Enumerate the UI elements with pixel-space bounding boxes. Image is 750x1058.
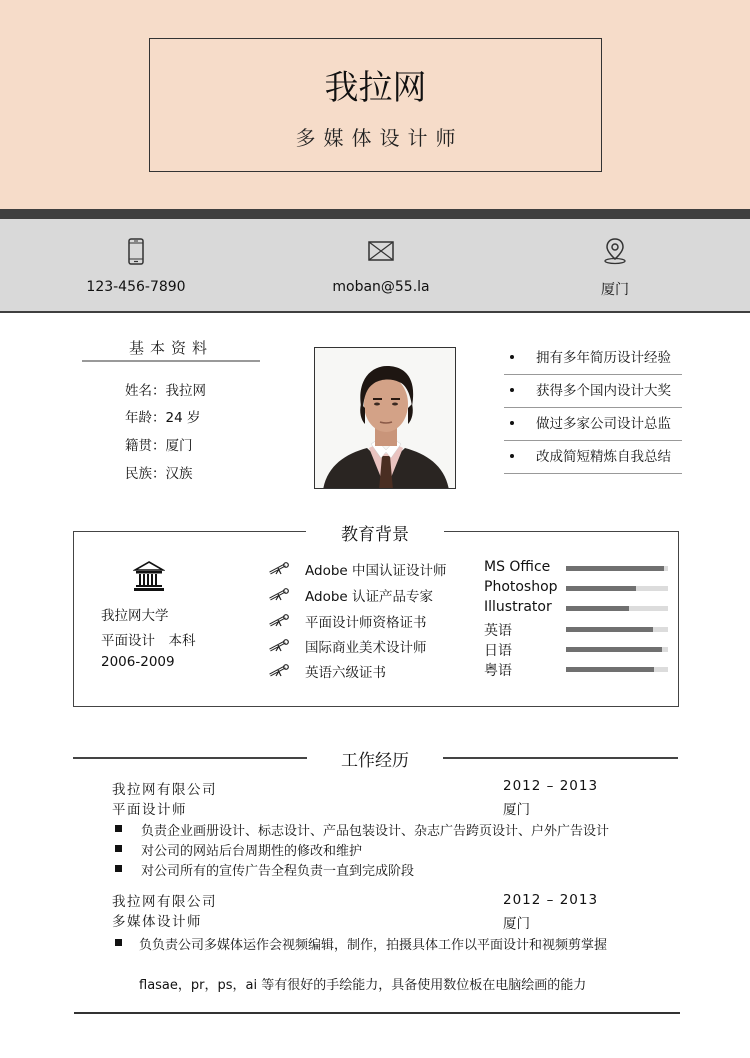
location-pin-icon — [525, 236, 705, 266]
job-company: 我拉网有限公司 — [112, 894, 217, 910]
contact-location — [525, 236, 705, 299]
info-ethnicity: 民族：汉族 — [125, 466, 193, 482]
highlight-item: 拥有多年简历设计经验 — [504, 342, 682, 375]
highlight-item: 做过多家公司设计总监 — [504, 408, 682, 441]
job-duty-extra: flasae，pr，ps，ai 等有很好的手绘能力，具备使用数位板在电脑绘画的能力 — [139, 978, 587, 993]
square-bullet-icon — [115, 939, 122, 946]
profile-photo — [314, 347, 456, 489]
skill-bar — [566, 586, 668, 591]
study-period: 2006-2009 — [101, 654, 175, 670]
skill-bar — [566, 627, 668, 632]
square-bullet-icon — [115, 825, 122, 832]
highlight-item: 改成简短精炼自我总结 — [504, 441, 682, 474]
work-heading: 工作经历 — [341, 751, 409, 771]
major-degree: 平面设计 本科 — [101, 633, 196, 649]
education-heading: 教育背景 — [341, 525, 409, 545]
phone-icon — [46, 236, 226, 266]
job-position: 平面设计师 — [112, 802, 187, 818]
job-period: 2012 – 2013 — [503, 892, 599, 908]
bullet-icon — [510, 421, 514, 425]
contact-phone — [46, 236, 226, 295]
divider-band — [0, 209, 750, 219]
skill-bar — [566, 667, 668, 672]
job-position: 多媒体设计师 — [112, 914, 202, 930]
bullet-icon — [510, 355, 514, 359]
info-hometown: 籍贯：厦门 — [125, 438, 193, 454]
job-location: 厦门 — [503, 802, 530, 818]
skill-bar — [566, 566, 668, 571]
job-company: 我拉网有限公司 — [112, 782, 217, 798]
contact-email — [291, 236, 471, 295]
location-text: 厦门 — [601, 282, 629, 298]
work-heading-rule-left — [73, 757, 307, 759]
bullet-icon — [510, 388, 514, 392]
bullet-icon — [510, 454, 514, 458]
square-bullet-icon — [115, 845, 122, 852]
info-name: 姓名：我拉网 — [125, 383, 206, 399]
skill-bar — [566, 606, 668, 611]
resume-name: 我拉网 — [324, 68, 427, 108]
diploma-scroll-icon — [268, 639, 290, 657]
highlight-item: 获得多个国内设计大奖 — [504, 375, 682, 408]
footer-rule — [74, 1012, 680, 1014]
skill-bar — [566, 647, 668, 652]
info-age: 年龄：24 岁 — [125, 410, 201, 426]
basic-info-underline — [82, 360, 260, 362]
square-bullet-icon — [115, 865, 122, 872]
diploma-scroll-icon — [268, 588, 290, 606]
diploma-scroll-icon — [268, 614, 290, 632]
university-building-icon — [133, 561, 165, 596]
phone-number: 123-456-7890 — [86, 279, 186, 295]
diploma-scroll-icon — [268, 664, 290, 682]
email-address: moban@55.la — [332, 279, 430, 295]
job-period: 2012 – 2013 — [503, 778, 599, 794]
basic-info-heading: 基本资料 — [128, 339, 213, 357]
work-heading-rule-right — [443, 757, 678, 759]
job-location: 厦门 — [503, 916, 530, 932]
diploma-scroll-icon — [268, 562, 290, 580]
resume-job-title: 多媒体设计师 — [295, 126, 464, 150]
mail-icon — [291, 236, 471, 266]
school-name: 我拉网大学 — [101, 608, 169, 624]
